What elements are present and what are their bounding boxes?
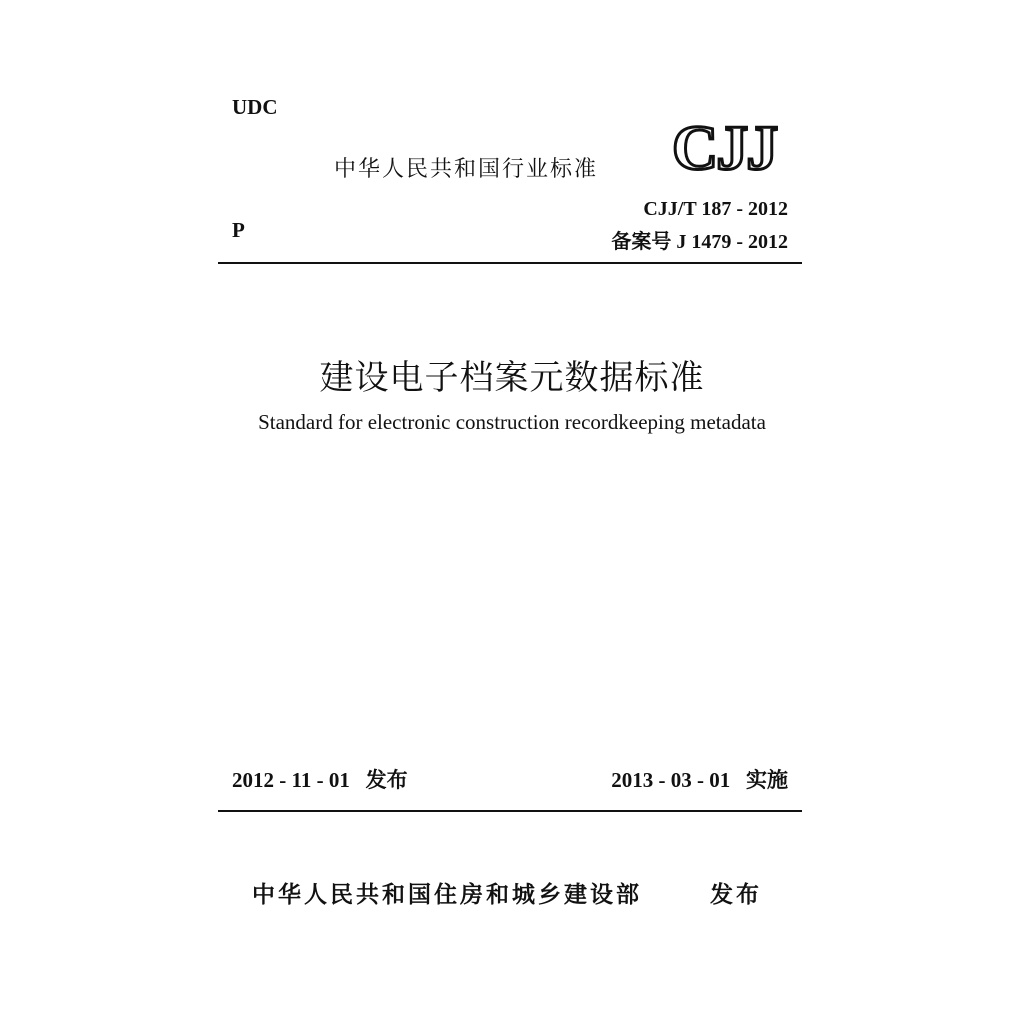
document-title-chinese: 建设电子档案元数据标准 xyxy=(319,358,705,398)
category-label: P xyxy=(232,218,245,242)
implementation-date: 2013 - 03 - 01 实施 xyxy=(611,768,788,792)
footer-divider xyxy=(218,810,802,812)
record-number: 备案号 J 1479 - 2012 xyxy=(611,231,788,253)
industry-standard-label: 中华人民共和国行业标准 xyxy=(334,157,599,182)
header-divider xyxy=(218,262,802,264)
publisher-name: 中华人民共和国住房和城乡建设部 xyxy=(252,882,642,908)
document-title-english: Standard for electronic construction recordkeeping metadata xyxy=(258,410,766,434)
cjj-logo: CJJ xyxy=(672,112,777,183)
udc-label: UDC xyxy=(232,95,278,119)
standard-code: CJJ/T 187 - 2012 xyxy=(643,198,788,220)
publisher-action: 发布 xyxy=(710,882,762,908)
issue-date: 2012 - 11 - 01 发布 xyxy=(232,768,408,792)
